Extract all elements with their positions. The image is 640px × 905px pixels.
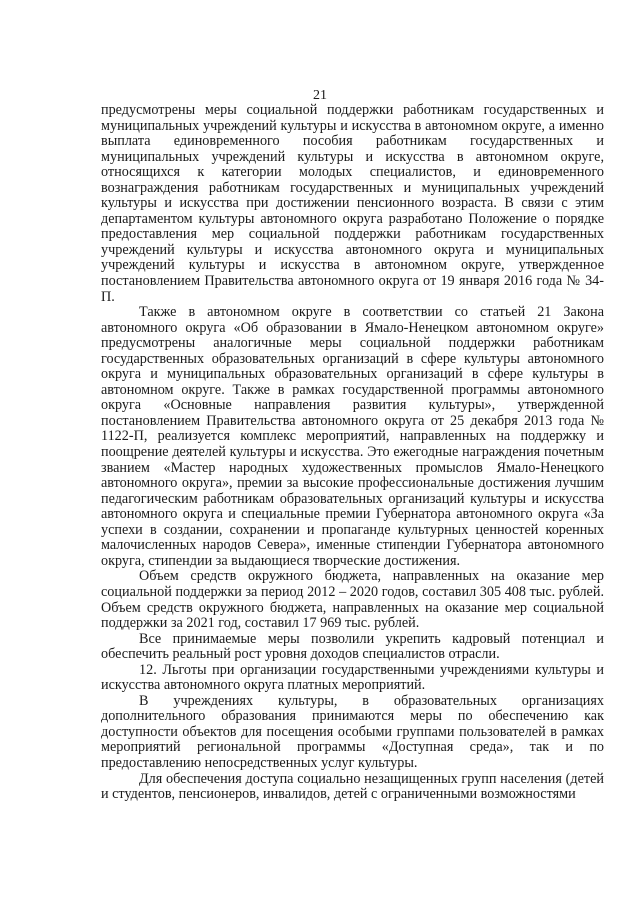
section-heading-12: 12. Льготы при организации государственными учреждениями культуры и искусства автономного округа платных мероприятий. — [101, 661, 604, 694]
paragraph-budget-volume: Объем средств окружного бюджета, направленных на оказание мер социальной поддержки за период 2012 – 2020 годов, составил 305 408 тыс. рублей. Объем средств окружного бюджета, направленных на оказание мер социальной поддержки за 2021 год, составил 17 969 тыс. рублей. — [101, 568, 604, 632]
paragraph-measures-result: Все принимаемые меры позволили укрепить кадровый потенциал и обеспечить реальный рост уровня доходов специалистов отрасли. — [101, 630, 604, 663]
paragraph-accessibility: В учреждениях культуры, в образовательных организациях дополнительного образования принимаются меры по обеспечению как доступности объектов для посещения особыми группами пользователей в рамках мероприятий региональной программы «Доступная среда», так и по предоставлению непосредственных услуг культуры. — [101, 692, 604, 771]
paragraph-article-21: Также в автономном округе в соответствии со статьей 21 Закона автономного округа «Об образовании в Ямало-Ненецком автономном округе» предусмотрены аналогичные меры социальной поддержки работникам государственных образовательных организаций в сфере культуры автономного округа и муниципальных образовательных организаций в сфере культуры в автономном округе. Также в рамках государственной программы автономного округа «Основные направления развития культуры», утвержденной постановлением Правительства автономного округа от 25 декабря 2013 года № 1122-П, реализуется комплекс мероприятий, направленных на поддержку и поощрение деятелей культуры и искусства. Это ежегодные награждения почетным званием «Мастер народных художественных промыслов Ямало-Ненецкого автономного округа», премии за высокие профессиональные достижения лучшим педагогическим работникам образовательных организаций культуры и искусства автономного округа и специальные премии Губернатора автономного округа «За успехи в создании, сохранении и пропаганде культурных ценностей коренных малочисленных народов Севера», именные стипендии Губернатора автономного округа, стипендии за выдающиеся творческие достижения. — [101, 304, 604, 569]
paragraph-social-groups: Для обеспечения доступа социально незащищенных групп населения (детей и студентов, пенсионеров, инвалидов, детей с ограниченными возможностями — [101, 770, 604, 803]
page-number: 21 — [313, 88, 327, 103]
paragraph-continuation: предусмотрены меры социальной поддержки работникам государственных и муниципальных учреждений культуры и искусства в автономном округе, а именно выплата единовременного пособия работникам государственных и муниципальных учреждений культуры и искусства в автономном округе, относящихся к категории молодых специалистов, и единовременного вознаграждения работникам государственных и муниципальных учреждений культуры и искусства при достижении пенсионного возраста. В связи с этим департаментом культуры автономного округа разработано Положение о порядке предоставления мер социальной поддержки работникам государственных учреждений культуры и искусства автономного округа и муниципальных учреждений культуры и искусства в автономном округе, утвержденное постановлением Правительства автономного округа от 19 января 2016 года № 34-П. — [101, 102, 604, 305]
document-body — [101, 103, 604, 803]
